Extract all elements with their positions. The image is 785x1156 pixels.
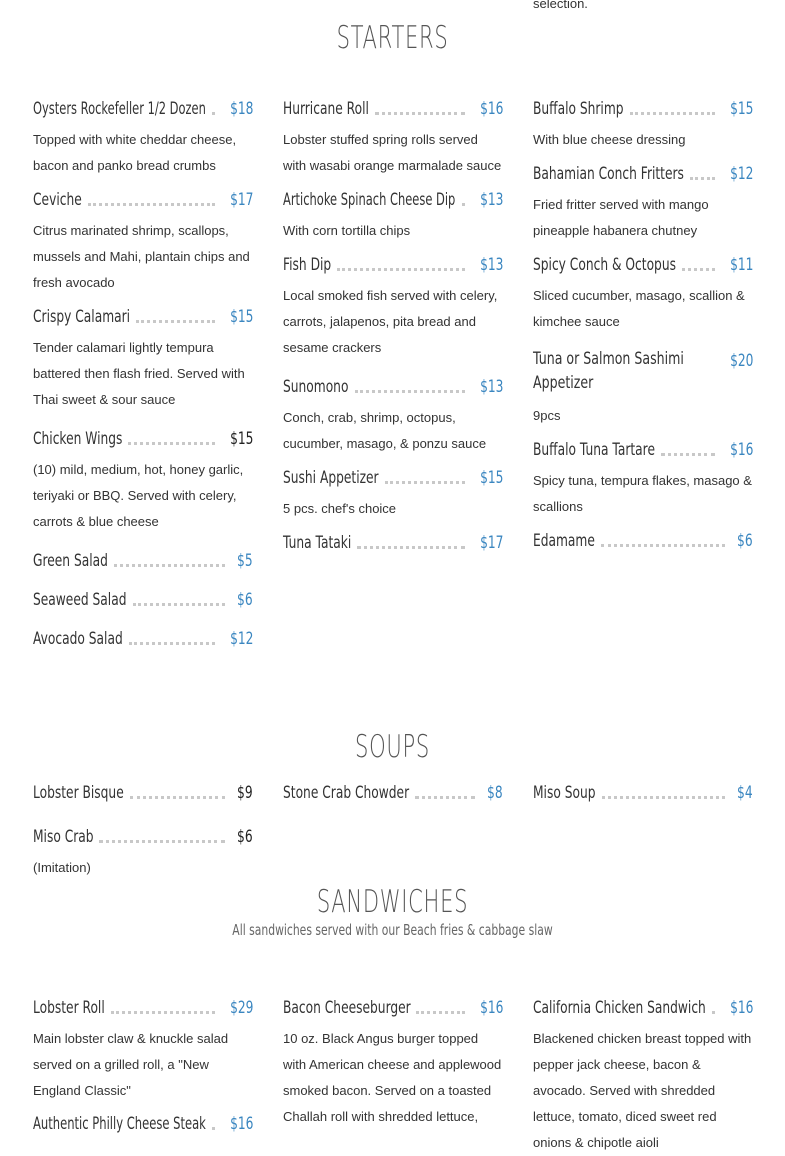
item-name: Buffalo Shrimp [533,99,624,119]
menu-item-buffalo-shrimp [533,95,753,153]
item-description: Main lobster claw & knuckle salad served on a grilled roll, a "New England Classic" [33,1031,229,1098]
item-name: Ceviche [33,190,82,210]
menu-item-conch-fritters [533,160,753,244]
dot-leader [385,481,465,484]
dot-leader [99,840,225,843]
menu-item-oysters [33,95,253,179]
dot-leader [602,796,726,799]
item-name: Avocado Salad [33,629,123,649]
item-name: Lobster Roll [33,998,105,1018]
item-price: $11 [729,255,753,275]
item-name: Tuna Tataki [283,533,352,553]
menu-item-seaweed-salad [33,586,253,610]
item-price: $15 [229,307,253,327]
menu-item-artichoke-dip [283,186,503,244]
menu-item-miso-soup [533,779,753,803]
item-price: $12 [729,164,753,184]
menu-item-sunomono [283,373,503,457]
item-description: With blue cheese dressing [533,132,686,147]
item-price: $12 [229,629,253,649]
dot-leader [375,112,465,115]
item-description: (10) mild, medium, hot, honey garlic, teriyaki or BBQ. Served with celery, carrots & blue cheese [33,462,244,529]
item-name: Chicken Wings [33,429,123,449]
item-price: $15 [479,468,503,488]
menu-item-spicy-conch-octopus [533,251,753,335]
item-description: Lobster stuffed spring rolls served with wasabi orange marmalade sauce [283,132,502,173]
item-name: Bahamian Conch Fritters [533,164,684,184]
item-price: $4 [737,783,753,803]
item-name: Tuna or Salmon Sashimi Appetizer [533,349,684,393]
item-name: Authentic Philly Cheese Steak [33,1114,206,1134]
item-description: (Imitation) [33,860,91,875]
dot-leader [337,268,464,271]
item-price: $17 [479,533,503,553]
dot-leader [462,203,465,206]
item-name: Miso Soup [533,783,596,803]
item-name: Green Salad [33,551,108,571]
item-price: $6 [237,827,253,847]
dot-leader [690,177,714,180]
item-name: Sunomono [283,377,349,397]
item-description: Topped with white cheddar cheese, bacon and panko bread crumbs [33,132,237,173]
item-price: $5 [237,551,253,571]
item-price: $17 [229,190,253,210]
item-price: $16 [479,99,503,119]
item-price: $6 [237,590,253,610]
item-name: Edamame [533,531,595,551]
dot-leader [357,546,464,549]
item-name: Lobster Bisque [33,783,124,803]
item-price: $13 [479,190,503,210]
dot-leader [601,544,725,547]
menu-item-tuna-tataki [283,529,503,553]
dot-leader [416,1011,464,1014]
item-name: Crispy Calamari [33,307,131,327]
item-price: $9 [237,783,253,803]
item-name: California Chicken Sandwich [533,998,706,1018]
item-name: Seaweed Salad [33,590,127,610]
dot-leader [212,1127,215,1130]
item-description: Sliced cucumber, masago, scallion & kimchee sauce [533,288,745,329]
item-description: Spicy tuna, tempura flakes, masago & scallions [533,473,752,514]
menu-item-miso-crab [33,823,253,881]
item-description: Citrus marinated shrimp, scallops, mussels and Mahi, plantain chips and fresh avocado [33,223,250,290]
starters-title: STARTERS [336,20,449,56]
dot-leader [355,390,465,393]
item-description: Conch, crab, shrimp, octopus, cucumber, masago, & ponzu sauce [283,410,487,451]
menu-item-bacon-cheeseburger [283,994,503,1130]
menu-item-philly-cheese-steak [33,1110,253,1134]
item-price: $16 [479,998,503,1018]
item-name: Spicy Conch & Octopus [533,255,676,275]
dot-leader [130,796,226,799]
item-price: $20 [729,351,753,371]
dot-leader [129,642,215,645]
dot-leader [128,442,214,445]
item-description: Tender calamari lightly tempura battered then flash fried. Served with Thai sweet & sour sauce [33,340,245,407]
item-name: Stone Crab Chowder [283,783,410,803]
dot-leader [415,796,475,799]
item-description: Fried fritter served with mango pineapple habanera chutney [533,197,709,238]
menu-item-sashimi-appetizer [533,347,753,429]
item-price: $13 [479,377,503,397]
item-price: $16 [229,1114,253,1134]
dot-leader [682,268,714,271]
dot-leader [212,112,215,115]
dot-leader [111,1011,215,1014]
dot-leader [114,564,225,567]
item-description: Blackened chicken breast topped with pepper jack cheese, bacon & avocado. Served with shredded lettuce, tomato, diced sweet red onions & chipotle aioli [533,1031,752,1150]
dot-leader [712,1011,715,1014]
dot-leader [661,453,715,456]
menu-item-california-chicken [533,994,753,1156]
dot-leader [630,112,715,115]
item-price: $8 [487,783,503,803]
menu-item-lobster-roll [33,994,253,1104]
item-description: Local smoked fish served with celery, carrots, jalapenos, pita bread and sesame crackers [283,288,498,355]
menu-item-stone-crab-chowder [283,779,503,803]
menu-item-fish-dip [283,251,503,361]
item-name: Buffalo Tuna Tartare [533,440,655,460]
sandwiches-subtitle: All sandwiches served with our Beach fries & cabbage slaw [232,921,553,939]
item-description: 9pcs [533,408,561,423]
item-price: $13 [479,255,503,275]
item-price: $18 [229,99,253,119]
item-name: Bacon Cheeseburger [283,998,411,1018]
menu-item-avocado-salad [33,625,253,649]
previous-item-description-fragment: selection. [533,0,588,11]
menu-item-calamari [33,303,253,413]
item-name: Fish Dip [283,255,332,275]
menu-item-chicken-wings [33,425,253,535]
item-description: 10 oz. Black Angus burger topped with American cheese and applewood smoked bacon. Served on a toasted Challah roll with shredded lettuce, [283,1031,502,1124]
menu-item-edamame [533,527,753,551]
menu-item-green-salad [33,547,253,571]
item-name: Artichoke Spinach Cheese Dip [283,190,456,210]
item-price: $15 [729,99,753,119]
item-description: With corn tortilla chips [283,223,411,238]
menu-item-sushi-appetizer [283,464,503,522]
dot-leader [136,320,214,323]
item-price: $15 [229,429,253,449]
menu-item-hurricane-roll [283,95,503,179]
menu-item-lobster-bisque [33,779,253,803]
item-price: $16 [729,440,753,460]
sandwiches-title: SANDWICHES [316,884,469,920]
soups-title: SOUPS [355,729,430,765]
dot-leader [88,203,215,206]
item-price: $16 [729,998,753,1018]
item-name: Oysters Rockefeller 1/2 Dozen [33,99,206,119]
item-description: 5 pcs. chef's choice [283,501,397,516]
item-price: $6 [737,531,753,551]
dot-leader [133,603,226,606]
menu-item-buffalo-tuna-tartare [533,436,753,520]
menu-item-ceviche [33,186,253,296]
item-name: Miso Crab [33,827,94,847]
item-name: Sushi Appetizer [283,468,379,488]
item-price: $29 [229,998,253,1018]
item-name: Hurricane Roll [283,99,369,119]
